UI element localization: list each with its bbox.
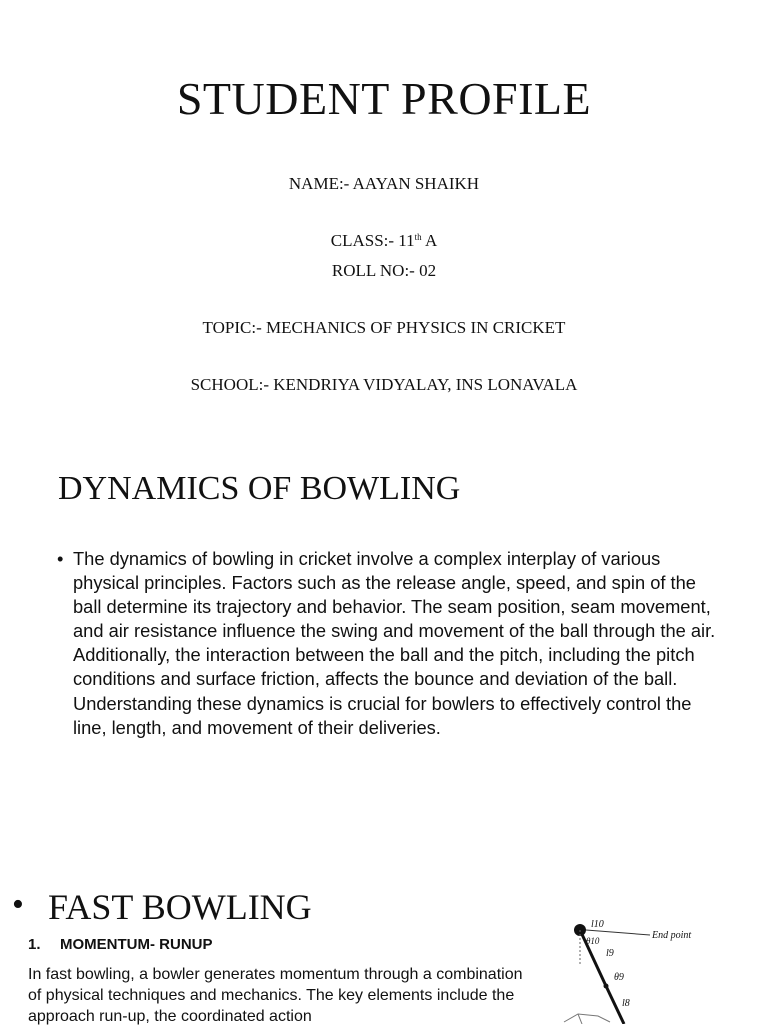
bowling-slide: [0, 430, 768, 830]
student-topic: TOPIC:- MECHANICS OF PHYSICS IN CRICKET: [202, 318, 566, 337]
bullet-text: The dynamics of bowling in cricket involve a complex interplay of various physical principles. Factors such as the release angle, speed, and spin of the ball determine its trajectory and behavior. The seam position, seam movement, and air resistance influence the swing and movement of the ball through the air. Additionally, the interaction between the ball and the pitch, including the pitch conditions and surface friction, affects the bounce and deviation of the ball. Understanding these dynamics is crucial for bowlers to effectively control the line, length, and movement of their deliveries.: [73, 548, 716, 738]
label-l10: l10: [591, 919, 604, 930]
class-superscript: th: [414, 232, 422, 242]
body-paragraph: In fast bowling, a bowler generates momentum through a combination of physical techniques and mechanics. The key elements include the approach run-up, the coordinated action: [28, 966, 523, 1025]
bullet-marker: •: [57, 548, 64, 569]
bowler-arm-diagram: [558, 916, 758, 1024]
label-l8: l8: [622, 998, 630, 1009]
student-name: NAME:- AAYAN SHAIKH: [288, 174, 480, 193]
arm-diagram-svg: [558, 916, 758, 1024]
joint: [604, 984, 609, 989]
profile-slide: [0, 0, 768, 430]
heading-bullet: •: [12, 886, 24, 923]
label-l9: l9: [606, 948, 614, 959]
student-roll: ROLL NO:- 02: [331, 261, 437, 280]
fast-bowling-slide: [0, 830, 768, 1024]
class-prefix: CLASS:- 11: [330, 231, 415, 250]
end-point-label: End point: [652, 930, 692, 941]
student-class: [0, 231, 768, 251]
student-school: SCHOOL:- KENDRIYA VIDYALAY, INS LONAVALA: [190, 375, 578, 394]
list-number: 1.: [28, 936, 41, 953]
label-theta10: θ10: [586, 936, 600, 946]
section-heading: FAST BOWLING: [48, 887, 312, 927]
bullet-item: [57, 547, 717, 740]
page-title: STUDENT PROFILE: [176, 73, 592, 124]
class-suffix: A: [421, 231, 438, 250]
list-heading: MOMENTUM- RUNUP: [60, 936, 213, 953]
label-theta9: θ9: [614, 972, 624, 983]
section-heading: DYNAMICS OF BOWLING: [58, 470, 461, 507]
